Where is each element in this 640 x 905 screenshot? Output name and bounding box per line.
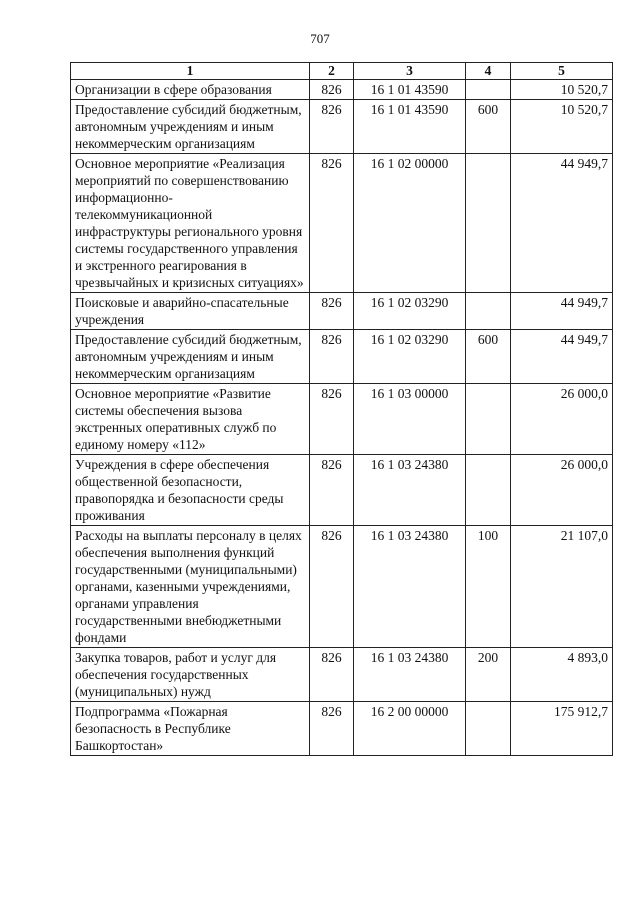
row-vr xyxy=(466,293,511,330)
row-code: 826 xyxy=(310,100,354,154)
row-csr: 16 1 03 00000 xyxy=(354,384,466,455)
row-name: Основное мероприятие «Реализация мероприятий по совершенствованию информационно-телекоммуникационной инфраструктуры регионального уровня системы государственного управления и экстренного реагирования в чрезвычайных и кризисных ситуациях» xyxy=(71,154,310,293)
row-vr xyxy=(466,80,511,100)
table-row xyxy=(71,455,613,526)
header-col-2: 2 xyxy=(310,63,354,80)
row-vr xyxy=(466,154,511,293)
header-col-4: 4 xyxy=(466,63,511,80)
row-vr: 600 xyxy=(466,330,511,384)
table-row xyxy=(71,384,613,455)
row-amount: 21 107,0 xyxy=(511,526,613,648)
budget-table xyxy=(70,62,613,756)
row-amount: 26 000,0 xyxy=(511,384,613,455)
header-col-5: 5 xyxy=(511,63,613,80)
row-code: 826 xyxy=(310,330,354,384)
row-code: 826 xyxy=(310,384,354,455)
row-name: Подпрограмма «Пожарная безопасность в Республике Башкортостан» xyxy=(71,702,310,756)
row-code: 826 xyxy=(310,455,354,526)
table-row xyxy=(71,526,613,648)
row-csr: 16 1 03 24380 xyxy=(354,648,466,702)
table-row xyxy=(71,293,613,330)
header-col-1: 1 xyxy=(71,63,310,80)
row-amount: 26 000,0 xyxy=(511,455,613,526)
row-csr: 16 1 02 03290 xyxy=(354,293,466,330)
row-code: 826 xyxy=(310,648,354,702)
row-vr: 200 xyxy=(466,648,511,702)
header-col-3: 3 xyxy=(354,63,466,80)
table-row xyxy=(71,702,613,756)
row-name: Предоставление субсидий бюджетным, автономным учреждениям и иным некоммерческим организациям xyxy=(71,100,310,154)
row-name: Расходы на выплаты персоналу в целях обеспечения выполнения функций государственными (муниципальными) органами, казенными учреждениями, органами управления государственными внебюджетными фондами xyxy=(71,526,310,648)
row-code: 826 xyxy=(310,80,354,100)
table-row xyxy=(71,330,613,384)
page-number: 707 xyxy=(310,31,330,46)
table-row xyxy=(71,80,613,100)
row-csr: 16 1 03 24380 xyxy=(354,526,466,648)
row-csr: 16 1 01 43590 xyxy=(354,100,466,154)
row-name: Закупка товаров, работ и услуг для обеспечения государственных (муниципальных) нужд xyxy=(71,648,310,702)
row-name: Предоставление субсидий бюджетным, автономным учреждениям и иным некоммерческим организациям xyxy=(71,330,310,384)
row-vr xyxy=(466,384,511,455)
row-name: Учреждения в сфере обеспечения общественной безопасности, правопорядка и безопасности среды проживания xyxy=(71,455,310,526)
row-vr xyxy=(466,702,511,756)
row-amount: 175 912,7 xyxy=(511,702,613,756)
row-csr: 16 1 02 03290 xyxy=(354,330,466,384)
row-csr: 16 1 01 43590 xyxy=(354,80,466,100)
row-code: 826 xyxy=(310,293,354,330)
row-code: 826 xyxy=(310,154,354,293)
row-csr: 16 1 02 00000 xyxy=(354,154,466,293)
table-row xyxy=(71,648,613,702)
table-row xyxy=(71,100,613,154)
row-name: Основное мероприятие «Развитие системы обеспечения вызова экстренных оперативных служб по единому номеру «112» xyxy=(71,384,310,455)
header-row xyxy=(71,63,613,80)
row-name: Поисковые и аварийно-спасательные учреждения xyxy=(71,293,310,330)
row-vr xyxy=(466,455,511,526)
row-amount: 44 949,7 xyxy=(511,154,613,293)
row-vr: 100 xyxy=(466,526,511,648)
row-name: Организации в сфере образования xyxy=(71,80,310,100)
row-amount: 4 893,0 xyxy=(511,648,613,702)
row-csr: 16 1 03 24380 xyxy=(354,455,466,526)
row-amount: 44 949,7 xyxy=(511,293,613,330)
row-amount: 10 520,7 xyxy=(511,80,613,100)
row-amount: 44 949,7 xyxy=(511,330,613,384)
row-code: 826 xyxy=(310,702,354,756)
row-amount: 10 520,7 xyxy=(511,100,613,154)
row-csr: 16 2 00 00000 xyxy=(354,702,466,756)
row-vr: 600 xyxy=(466,100,511,154)
table-row xyxy=(71,154,613,293)
row-code: 826 xyxy=(310,526,354,648)
